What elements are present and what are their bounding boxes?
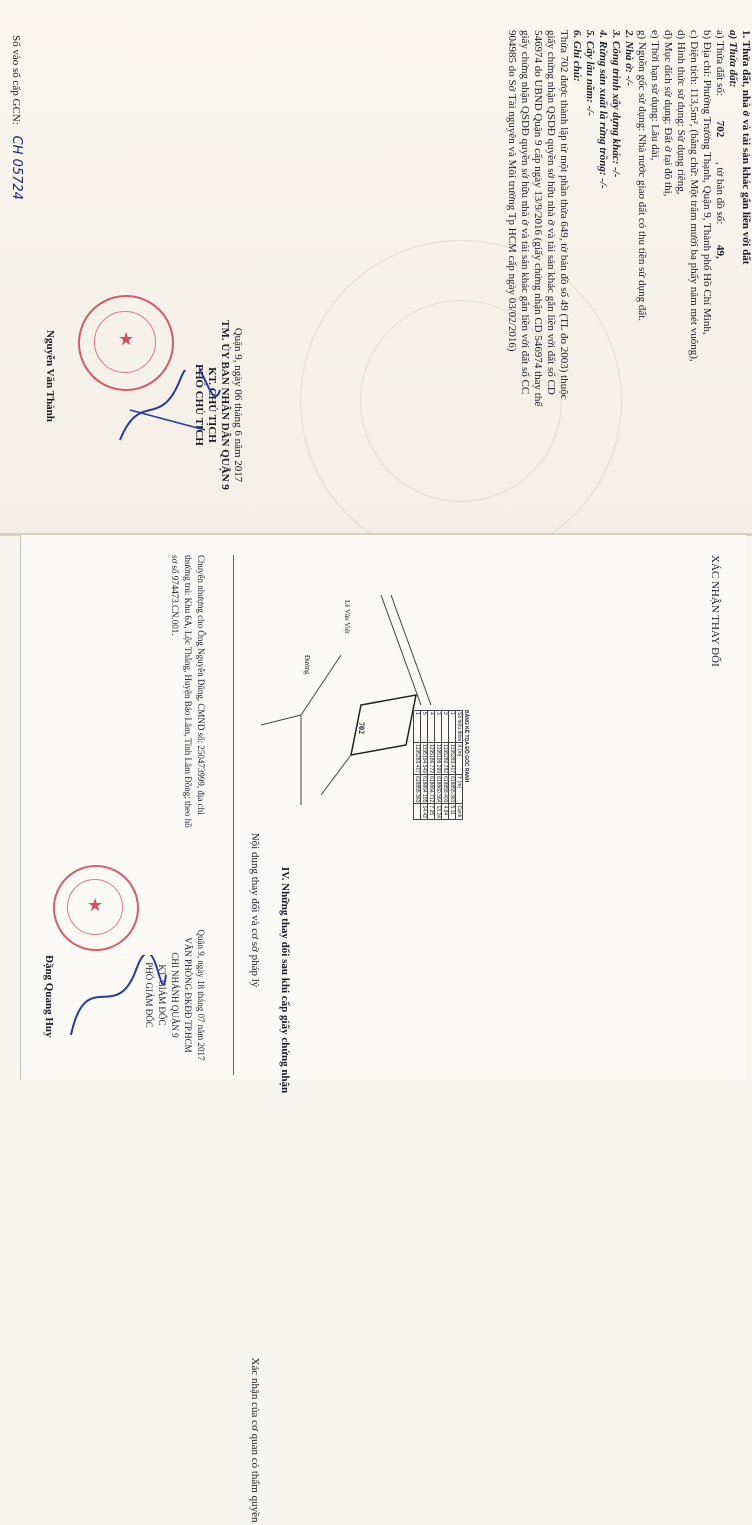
table-cell: 618864.155 [421, 776, 427, 803]
confirm-title: PHÓ GIÁM ĐỐC [144, 962, 154, 1028]
map-road-label-1: Lê Văn Việt [343, 600, 351, 634]
table-cell: 618855.363 [449, 776, 455, 803]
parcel-number: 702 [714, 120, 726, 138]
gcn-record [9, 35, 24, 335]
table-divider-horizontal [233, 555, 234, 1075]
coordinate-table-header [456, 711, 463, 820]
table-header-cell: Cạnh [456, 804, 463, 820]
address-line: b) Địa chỉ: Phường Trường Thạnh, Quận 9, Thành phố Hồ Chí Minh, [701, 30, 713, 335]
use-purpose-line: đ) Mục đích sử dụng: Đất ở tại đô thị, [662, 30, 674, 197]
table-cell: 1195283.417 [414, 744, 420, 774]
parcel-map-sketch [241, 595, 441, 825]
table-row [414, 711, 421, 820]
gcn-number: CH 05724 [9, 135, 24, 200]
table-cell: 1195283.417 [449, 744, 455, 774]
confirm-signer: Đặng Quang Huy [43, 955, 55, 1038]
official-seal: ★ [78, 295, 174, 391]
signature-scribble [110, 370, 230, 450]
table-cell: 1 [449, 711, 456, 743]
signer-name: Nguyễn Văn Thành [44, 330, 56, 422]
parcel-number-line [713, 30, 726, 550]
table-cell: 1195198.299 [435, 744, 441, 774]
map-sheet-number: 49, [714, 245, 726, 259]
certificate-top-section [0, 0, 752, 535]
map-parcel-label: 702 [357, 722, 366, 734]
use-term-line: e) Thời hạn sử dụng: Lâu dài, [649, 30, 661, 161]
table-cell: 618860.364 [435, 776, 441, 803]
house-line: 2. Nhà ở: -/- [623, 30, 635, 87]
table-cell: 618864.712 [428, 776, 434, 803]
transfer-note [168, 555, 207, 915]
table-cell: 13.24 [435, 805, 441, 818]
notes-line-2: giấy chứng nhận QSDĐ quyền sở hữu nhà ở và tài sản khác gắn liền với đất số CD [545, 30, 557, 395]
transfer-line: Chuyển nhượng cho Ông Nguyễn Dũng, CMND số: 250473999, địa chỉ [196, 555, 206, 815]
table-cell: 14.42 [421, 805, 427, 818]
issue-date: Quận 9, ngày 06 tháng 6 năm 2017 [232, 327, 244, 483]
header-right: XÁC NHẬN THAY ĐỔI [709, 555, 721, 667]
changes-col1-header [248, 825, 261, 995]
coordinate-table [413, 710, 463, 820]
table-header-cell: Y (m) [456, 775, 463, 804]
land-info-block [505, 30, 752, 550]
transfer-line: sơ số 974473.CN.001. [170, 555, 180, 636]
notes-line-3: 546974 do UBND Quận 9 cấp ngày 13/9/2016 (giấy chứng nhận CD 546974 thay thế [532, 30, 544, 407]
origin-line: g) Nguồn gốc sử dụng: Nhà nước giao đất có thu tiền sử dụng đất. [636, 30, 648, 322]
table-cell [414, 804, 421, 820]
confirm-date: Quận 9, ngày 18 tháng 07 năm 2017 [196, 929, 206, 1061]
table-row [421, 711, 428, 820]
notes-label: 6. Ghi chú: [571, 30, 583, 82]
changes-col2-header [248, 1355, 261, 1525]
col1-label: Nội dung thay đổi và cơ sở pháp lý [249, 832, 261, 988]
area-line: c) Diện tích: 113,5m², (bằng chữ: Một trăm mười ba phẩy năm mét vuông), [688, 30, 700, 362]
transfer-line: thường trú: Khu 6A, Lộc Thắng, Huyện Bảo Lâm, Tỉnh Lâm Đồng; theo hồ [183, 555, 193, 828]
gcn-label: Số vào sổ cấp GCN: [10, 35, 22, 125]
issuing-org: TM. ỦY BAN NHÂN DÂN QUẬN 9 [219, 320, 231, 490]
table-cell: 618855.363 [414, 776, 420, 803]
table-row [449, 711, 456, 820]
notes-line-1: Thửa 702 được thành lập từ một phần thửa 649, tờ bản đồ số 49 (TL đo 2003) thuộc [558, 30, 570, 400]
table-cell: 7.25 [428, 804, 435, 820]
table-cell: 618858.403 [442, 776, 448, 803]
changes-title: IV. Những thay đổi sau khi cấp giấy chứng nhận [279, 866, 291, 1094]
table-header-cell: Số hiệu điểm [456, 712, 462, 742]
parcel-label: a) Thửa đất: [727, 30, 739, 88]
table-row [442, 711, 449, 820]
confirm-org: VĂN PHÒNG ĐKĐĐ TP.HCM [183, 937, 193, 1053]
notes-line-4: giấy chứng nhận QSDĐ quyền sở hữu nhà ở và tài sản khác gắn liền với đất số CC [519, 30, 531, 395]
changes-section [278, 830, 291, 1130]
table-row [435, 711, 442, 820]
map-road-label-2: Đường [303, 655, 311, 675]
table-cell: 3 [435, 711, 442, 743]
table-header-cell: X (m) [456, 743, 463, 775]
parcel-number-label: a) Thửa đất số: [714, 30, 726, 96]
table-cell: 5 [421, 711, 428, 743]
coordinate-table-block [413, 710, 469, 820]
certificate-bottom-section [20, 535, 746, 1523]
confirm-branch: CHI NHÁNH QUẬN 9 [170, 952, 180, 1038]
forest-line: 4. Rừng sản xuất là rừng trồng: -/- [597, 30, 609, 189]
office-seal: ★ [53, 865, 139, 951]
col2-label: Xác nhận của cơ quan có thẩm quyền [249, 1357, 261, 1523]
table-cell: 1 [414, 711, 421, 743]
confirm-role: KT. GIÁM ĐỐC [157, 964, 167, 1026]
table-cell: 5.11 [449, 804, 456, 820]
table-cell: 1195282.782 [442, 744, 448, 774]
issuing-title: PHÓ CHỦ TỊCH [193, 364, 205, 446]
other-works-line: 3. Công trình xây dựng khác: -/- [610, 30, 622, 178]
use-form-line: d) Hình thức sử dụng: Sử dụng riêng, [675, 30, 687, 195]
table-cell: 4 [428, 711, 435, 743]
section-heading: 1. Thửa đất, nhà ở và tài sản khác gắn liền với đất [740, 30, 752, 265]
issuing-role: KT. CHỦ TỊCH [206, 367, 218, 443]
notes-line-5: 904985 do Sở Tài nguyên và Môi trường Tp HCM cấp ngày 03/02/2016) [506, 30, 518, 352]
confirm-signature-scribble [61, 955, 171, 1045]
table-row [428, 711, 435, 820]
table-cell: 4.94 [442, 804, 449, 820]
perennial-line: 5. Cây lâu năm: -/- [584, 30, 596, 116]
coordinate-table-title: BẢNG KÊ TỌA ĐỘ GÓC RANH [463, 710, 469, 783]
map-sheet-label: , tờ bản đồ số: [714, 161, 726, 225]
table-cell: 1195186.772 [428, 744, 434, 774]
table-cell: 1195194.349 [421, 744, 427, 774]
table-cell: 2 [442, 711, 449, 743]
